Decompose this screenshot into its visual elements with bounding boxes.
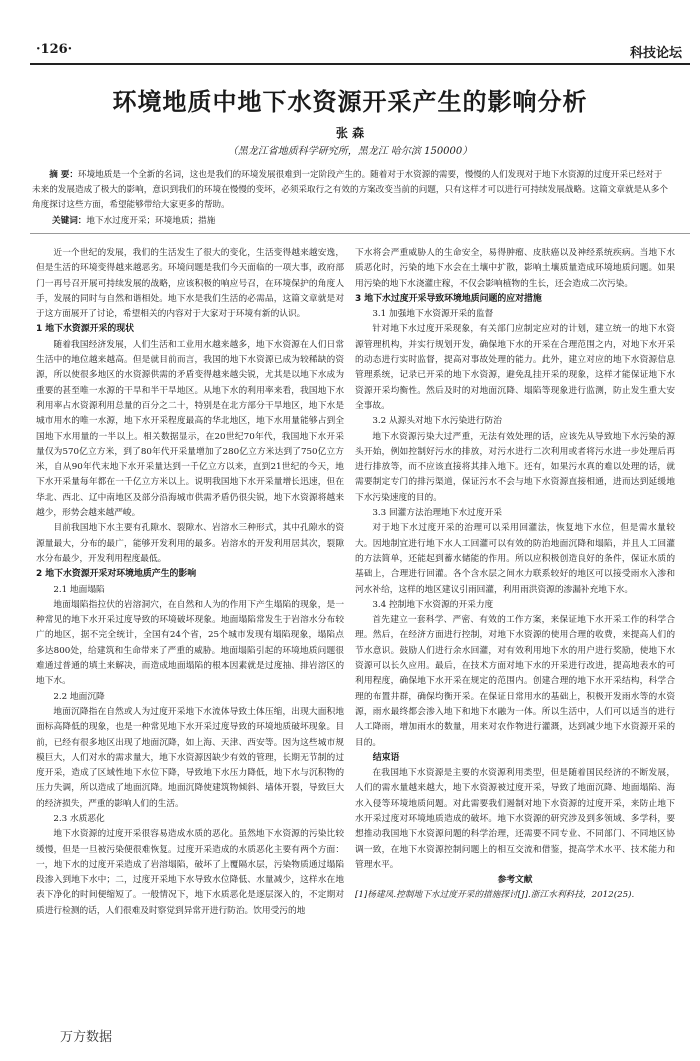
reference-item: [1]杨建凤.控制地下水过度开采的措施探讨[J].浙江水利科技，2012(25). (355, 890, 635, 901)
right-column (355, 246, 675, 904)
conclusion-heading: 结束语 (372, 752, 400, 763)
paragraph: 地下水资源污染大过严重，无法有效处理的话，应该先从导致地下水污染的源头开始，例如控制好污水的排放，对污水进行二次利用或者将污水进一步处理后再进行排放等，而不应该直接将其排入地下。还有，如果污水真的难以处理的话，就需要制定专门的排污渠道，保证污水不会与地下水资源直接相通，进而达到延缓地下水污染速度的目的。 (355, 431, 675, 503)
author: 张 森 (335, 126, 365, 140)
section-heading: 2 地下水资源开采对环境地质产生的影响 (36, 569, 197, 580)
keywords-label: 关键词： (52, 216, 87, 226)
paragraph: 地下水资源的过度开采很容易造成水质的恶化。虽然地下水资源的污染比较缓慢，但是一旦被污染便很难恢复。过度开采造成的水质恶化主要有两个方面：一，地下水的过度开采造成了岩溶塌陷，破坏了上覆隔水层，污染物质通过塌陷段渗入到地下水中；二，过度开采地下水导致水位降低、水量减少，这样水在地表下净化的时间便缩短了。一般情况下，地下水质恶化是逐层深入的，不定期对质进行检测的话，人们很难及时察觉到异常开进行防治。饮用受污的地 (36, 829, 344, 916)
subsection-heading: 3.2 从源头对地下水污染进行防治 (372, 416, 502, 427)
affiliation: （黑龙江省地质科学研究所，黑龙江 哈尔滨 150000） (227, 146, 473, 157)
page-number: ·126· (36, 42, 73, 57)
abstract-label: 摘 要： (49, 170, 78, 180)
keywords (52, 214, 668, 228)
paragraph: 地面塌陷指拉伏的岩溶洞穴，在自然和人为的作用下产生塌陷的现象，是一种常见的地下水开采过度导致的环境破坏现象。地面塌陷常发生于岩溶水分布较广的地区，据不完全统计，全国有24个省，25个城市发现有塌陷现象，塌陷点多达800处，给建筑和生命带来了严重的威胁。地面塌陷引起的环境地质问题很难通过普通的填土来解决，而造成地面塌陷的根本因素就是过度抽、排岩溶区的地下水。 (36, 599, 344, 687)
section-tag: 科技论坛 (629, 46, 682, 61)
paragraph: 针对地下水过度开采现象，有关部门应制定应对的计划，建立统一的地下水资源管理机构，并实行规划开发，确保地下水的开采在合理范围之内，对地下水开采的动态进行实时监督，提高对事故处理的能力。此外，建立对应的地下水资源信息管理系统，记录已开采的地下水资源，避免乱挂开采的现象，这样才能保证地下水资源开采均衡性。然后及时的对地面沉降、塌陷等现象进行监测，防止发生重大安全事故。 (355, 324, 675, 411)
paragraph: 首先建立一套科学、严密、有效的工作方案，来保证地下水开采工作的科学合理。然后，在经济方面进行控制，对地下水资源的使用合理的收费，来提高人们的节水意识。鼓励人们进行余水回灌，对有效利用地下水的用户进行奖励，使地下水资源可以长久应用。最后，在技术方面对地下水的开采进行改进，提高地表水的可利用程度，确保地下水开采在规定的范围内。创建合理的地下水开采结构，科学合理的布置井群，确保均衡开采。在保证日常用水的基础上，积极开发雨水等的水资源，雨水最终都会渗入地下和地下水融为一体。所以生活中，人们可以适当的进行人工降雨，增加雨水的数量，用来对农作物进行灌溉，达到减少地下水资源开采的目的。 (355, 615, 675, 748)
paragraph: 目前我国地下水主要有孔隙水、裂隙水、岩溶水三种形式，其中孔隙水的资源量最大，分布的最广，能够开发利用的最多。岩溶水的开发利用居其次，裂隙水分布最少，开发利用程度最低。 (36, 523, 344, 564)
footer-watermark: 万方数据 (60, 1030, 113, 1045)
subsection-heading: 3.1 加强地下水资源开采的监督 (372, 309, 494, 320)
subsection-heading: 2.3 水质恶化 (53, 813, 105, 824)
references-heading: 参考文献 (497, 875, 533, 886)
paragraph: 近一个世纪的发展，我们的生活发生了很大的变化，生活变得越来越安逸，但是生活的环境变得越来越恶劣。环境问题是我们今天面临的一项大事，政府部门一再号召开展可持续发展的战略，应该积极的响应号召，在环境保护的角度人手，发展的同时与自然和谐相处。地下水是我们生活的必需品，这篇文章就是对于这方面展开了讨论，希望相关的内容对于大家对于环境有新的认识。 (36, 248, 344, 320)
subsection-heading: 2.2 地面沉降 (53, 691, 105, 702)
paragraph: 随着我国经济发展，人们生活和工业用水越来越多，地下水资源在人们日常生活中的地位越来越高。但是就目前而言，我国的地下水资源已成为较稀缺的资源，所以使很多地区的水资源供需的矛盾变得越来越尖锐，尤其是以地下水成为重要的甚至唯一水源的干旱和半干旱地区。从地下水的利用率来看，我国地下水利用率占水资源利用总量的百分之二十，特别是在北方部分干旱地区，地下水是城市用水的唯一水源，地下水开采程度最高的华北地区，地下水用量能够占到全国地下水用量的一半以上。相关数据显示，在20世纪70年代，我国地下水开采量仅为570亿立方米，到了80年代开采量增加了280亿立方米达到了750亿立方米，自从90年代末地下水开采量达到一千亿立方以来，直到21世纪的今天，地下水开采量每年都在一千亿立方米以上。说明我国地下水开采量增长迅速，但在华北、西北、辽中南地区及部分沿海城市供需矛盾仍很尖锐，地下水资源将越来越少，形势会越来越严峻。 (36, 339, 344, 519)
section-heading: 3 地下水过度开采导致环境地质问题的应对措施 (355, 293, 542, 304)
header-rule (30, 63, 690, 65)
paragraph: 地面沉降指在自然或人为过度开采地下水流体导致土体压缩，出现大面积地面标高降低的现象，也是一种常见地下水开采过度导致的环境地质破坏现象。目前，已经有很多地区出现了地面沉降，如上海、天津、西安等。因为这些城市规模巨大，人们对水的需求量大，地下水资源因缺少有效的管理，长期无节制的过度开采，造成了区域性地下水位下降，导致地下水压力降低，地下水与沉积物的压力失调，所以造成了地面沉降。地面沉降使建筑物倾斜、墙体开裂，导致巨大的经济损失，严重的影响人们的生活。 (36, 706, 344, 809)
paragraph: 下水将会严重威胁人的生命安全，易得肿瘤、皮肤癌以及神经系统疾病。当地下水质恶化时，污染的地下水会在土壤中扩散，影响土壤质量造成环境地质问题。如果用污染的地下水浇灌庄稼，不仅会影响植物的生长，还会造成二次污染。 (355, 248, 675, 289)
keywords-text: 地下水过度开采；环境地质；措施 (86, 216, 216, 226)
section-heading: 1 地下水资源开采的现状 (36, 324, 135, 335)
abstract-text: 环境地质是一个全新的名词，这也是我们的环境发展很难到一定阶段产生的。随着对于水资源的需要，慢慢的人们发现对于地下水资源的过度开采已经对于未来的发展造成了极大的影响，意识到我们的环境在慢慢的变坏，必须采取行之有效的方案改变当前的问题，只有这样才可以进行可持续发展战略。这篇文章就是从多个角度探讨这些方面，希望能够带给大家更多的帮助。 (32, 170, 668, 210)
left-column (36, 246, 344, 919)
paper-title: 环境地质中地下水资源开采产生的影响分析 (112, 88, 588, 116)
subsection-heading: 3.4 控制地下水资源的开采力度 (372, 599, 494, 610)
paragraph: 对于地下水过度开采的治理可以采用回灌法，恢复地下水位，但是需水量较大。因地制宜进行地下水人工回灌可以有效的防治地面沉降和塌陷，并且人工回灌的方法简单，还能起到蓄水储能的作用。所以应积极创造良好的条件，保证水质的基础上，合理进行回灌。各个含水层之间水力联系较好的地区可以接受雨水入渗和河水补给，这样的地区建议引雨回灌，利用雨洪资源的渗漏补充地下水。 (355, 523, 675, 595)
subsection-heading: 2.1 地面塌陷 (53, 584, 105, 595)
abstract (32, 168, 668, 213)
paragraph: 在我国地下水资源是主要的水资源利用类型，但是随着国民经济的不断发展，人们的需水量越来越大，地下水资源被过度开采，导致了地面沉降、地面塌陷、海水入侵等环境地质问题。对此需要我们遏制对地下水资源的过度开采，来防止地下水开采过度对环境地质造成的破坏。地下水资源的研究涉及到多领域、多学科，要想推动我国地下水资源问题的科学治理，还需要不同专业、不同部门、不同地区协调一致，在地下水资源控制问题上的相互交流和借鉴，提高学术水平、技术能力和管理水平。 (355, 768, 675, 870)
subsection-heading: 3.3 回灌方法治理地下水过度开采 (372, 508, 502, 519)
abstract-separator (30, 233, 690, 234)
